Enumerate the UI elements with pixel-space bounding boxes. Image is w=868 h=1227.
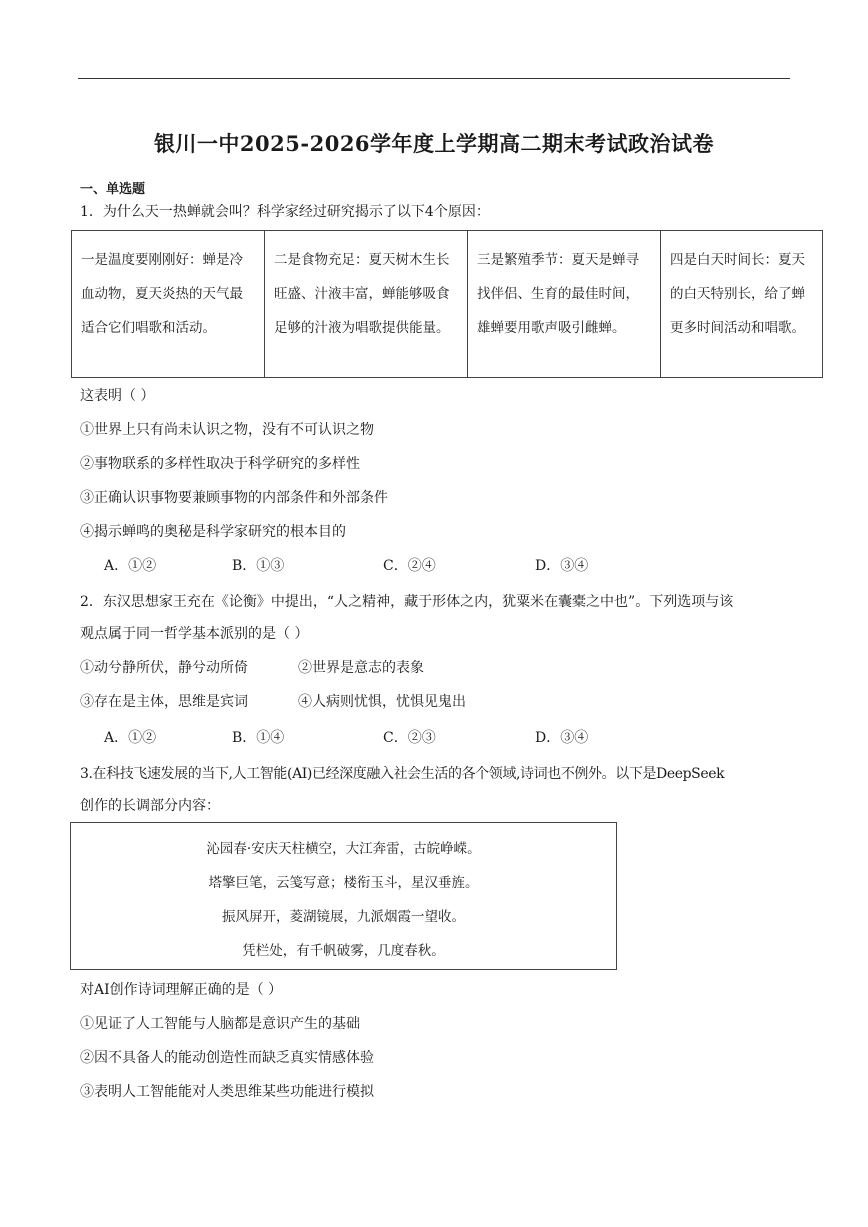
q2-item: ②世界是意志的表象 bbox=[298, 660, 424, 676]
q1-item: ④揭示蝉鸣的奥秘是科学家研究的根本目的 bbox=[80, 524, 346, 540]
q1-option-c[interactable]: C．②④ bbox=[383, 558, 436, 574]
q3-poem-box bbox=[70, 822, 617, 970]
q2-option-d[interactable]: D．③④ bbox=[535, 730, 589, 746]
page-title: 银川一中2025-2026学年度上学期高二期末考试政治试卷 bbox=[153, 131, 715, 156]
q1-reasons-table bbox=[71, 230, 823, 378]
q2-item: ③存在是主体，思维是宾词 bbox=[80, 694, 248, 710]
poem-line: 凭栏处，有千帆破雾，几度春秋。 bbox=[242, 943, 445, 959]
q2-stem: 2．东汉思想家王充在《论衡》中提出，“人之精神，藏于形体之内，犹粟米在囊橐之中也”。下列选项与该 bbox=[80, 594, 734, 610]
q2-option-c[interactable]: C．②③ bbox=[383, 730, 436, 746]
header-rule bbox=[78, 78, 790, 79]
q1-reason-cell: 二是食物充足：夏天树木生长旺盛、汁液丰富，蝉能够吸食足够的汁液为唱歌提供能量。 bbox=[265, 231, 468, 378]
q3-stem-cont: 创作的长调部分内容： bbox=[80, 798, 220, 814]
section-heading: 一、单选题 bbox=[80, 182, 146, 197]
q2-item: ④人病则忧惧，忧惧见鬼出 bbox=[298, 694, 466, 710]
q2-stem-cont: 观点属于同一哲学基本派别的是（ ） bbox=[80, 626, 309, 642]
q1-prompt: 这表明（ ） bbox=[80, 388, 155, 404]
q1-option-b[interactable]: B．①③ bbox=[232, 558, 285, 574]
q1-stem: 1．为什么天一热蝉就会叫？科学家经过研究揭示了以下4个原因： bbox=[80, 204, 490, 220]
poem-line: 振风屏开，菱湖镜展，九派烟霞一望收。 bbox=[222, 909, 465, 925]
q1-reason-cell: 四是白天时间长：夏天的白天特别长，给了蝉更多时间活动和唱歌。 bbox=[661, 231, 823, 378]
q3-item: ②因不具备人的能动创造性而缺乏真实情感体验 bbox=[80, 1050, 374, 1066]
q3-item: ③表明人工智能能对人类思维某些功能进行模拟 bbox=[80, 1084, 374, 1100]
q1-option-d[interactable]: D．③④ bbox=[535, 558, 589, 574]
q1-reason-cell: 三是繁殖季节：夏天是蝉寻找伴侣、生育的最佳时间，雄蝉要用歌声吸引雌蝉。 bbox=[468, 231, 661, 378]
q3-item: ①见证了人工智能与人脑都是意识产生的基础 bbox=[80, 1016, 360, 1032]
q1-option-a[interactable]: A．①② bbox=[104, 558, 157, 574]
q2-option-b[interactable]: B．①④ bbox=[232, 730, 285, 746]
q3-stem: 3.在科技飞速发展的当下,人工智能(AI)已经深度融入社会生活的各个领域,诗词也不例外。以下是DeepSeek bbox=[80, 766, 725, 782]
q1-item: ①世界上只有尚未认识之物，没有不可认识之物 bbox=[80, 422, 374, 438]
q2-item: ①动兮静所伏，静兮动所倚 bbox=[80, 660, 248, 676]
q1-item: ③正确认识事物要兼顾事物的内部条件和外部条件 bbox=[80, 490, 388, 506]
q1-item: ②事物联系的多样性取决于科学研究的多样性 bbox=[80, 456, 360, 472]
q1-reason-cell: 一是温度要刚刚好：蝉是冷血动物，夏天炎热的天气最适合它们唱歌和活动。 bbox=[72, 231, 265, 378]
q2-option-a[interactable]: A．①② bbox=[104, 730, 157, 746]
q3-prompt: 对AI创作诗词理解正确的是（ ） bbox=[80, 982, 283, 998]
poem-line: 塔擎巨笔，云笺写意；楼衔玉斗，星汉垂旌。 bbox=[208, 875, 479, 891]
poem-line: 沁园春·安庆天柱横空，大江奔雷，古皖峥嵘。 bbox=[206, 841, 481, 857]
